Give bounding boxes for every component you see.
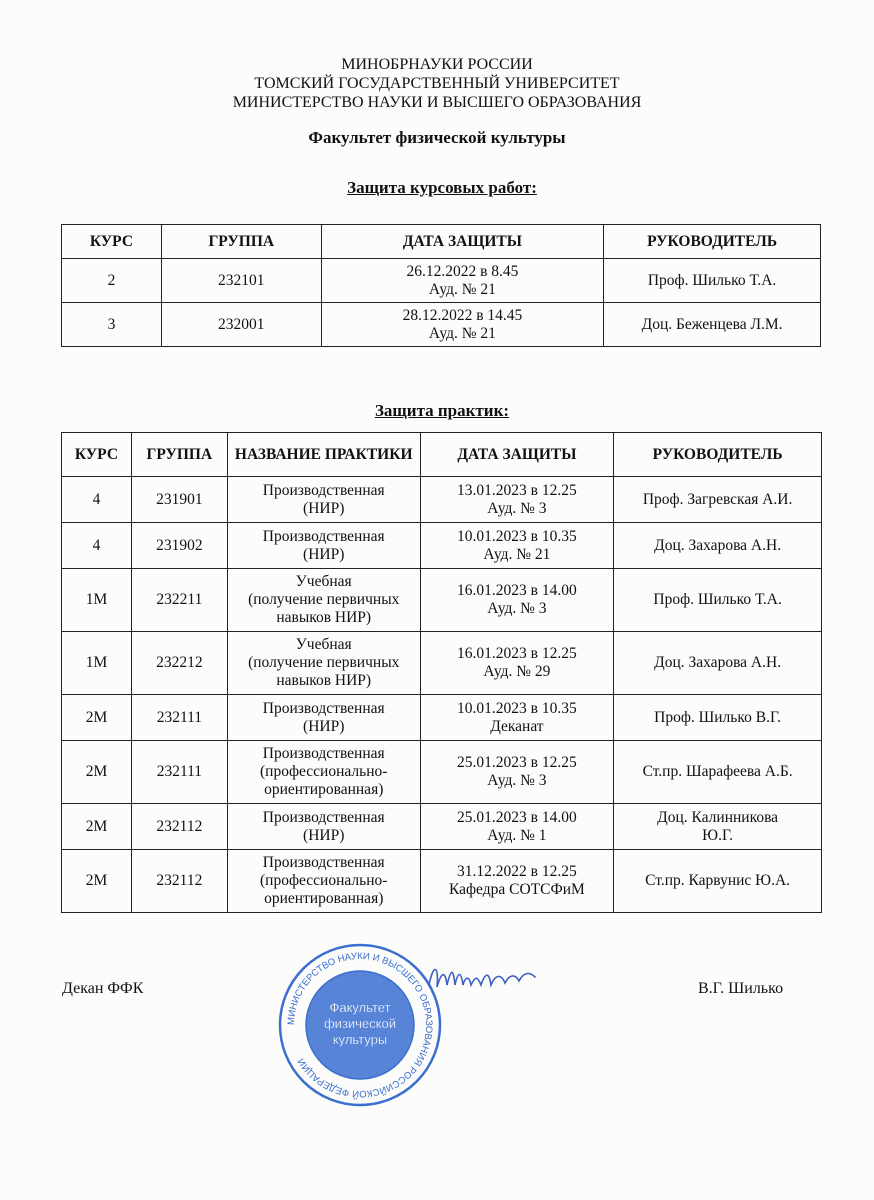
date-cell [420, 804, 614, 850]
supervisor-line: Ю.Г. [702, 826, 734, 844]
practice-name-line: (получение первичных [248, 591, 400, 608]
group-cell: 231902 [131, 523, 227, 569]
supervisor-cell [614, 523, 822, 569]
course-cell: 2М [62, 695, 132, 741]
practice-name-line: ориентированная) [264, 781, 384, 798]
practice-name-line: Производственная [262, 699, 385, 717]
practice-name-cell [227, 804, 420, 850]
practice-name-line: Производственная [262, 527, 385, 545]
course-cell: 1М [62, 569, 132, 632]
column-header: РУКОВОДИТЕЛЬ [604, 225, 821, 259]
practice-name-line: ориентированная) [264, 890, 384, 907]
practice-name-line: (НИР) [303, 499, 345, 517]
table-header-row [62, 433, 822, 477]
column-header: ДАТА ЗАЩИТЫ [321, 225, 604, 259]
practice-name-line: (НИР) [303, 717, 345, 735]
group-cell: 232101 [161, 259, 321, 303]
date-cell [420, 741, 614, 804]
defense-date: 10.01.2023 в 10.35 [457, 699, 577, 717]
official-stamp [275, 940, 445, 1110]
practice-name-line: Производственная [262, 745, 385, 762]
practice-name-cell [227, 850, 420, 913]
practice-name-line: (НИР) [303, 826, 345, 844]
practice-name-cell [227, 632, 420, 695]
university-name: ТОМСКИЙ ГОСУДАРСТВЕННЫЙ УНИВЕРСИТЕТ [254, 75, 620, 92]
column-header: ДАТА ЗАЩИТЫ [420, 433, 614, 477]
date-cell [420, 569, 614, 632]
supervisor-line: Ст.пр. Карвунис Ю.А. [645, 872, 791, 889]
course-cell: 2М [62, 741, 132, 804]
practice-name-cell [227, 741, 420, 804]
group-cell: 232111 [131, 741, 227, 804]
table-row [62, 303, 821, 347]
table-row [62, 804, 822, 850]
practice-name-line: (НИР) [303, 545, 345, 563]
practice-name-line: (профессионально- [260, 763, 388, 780]
practice-name-line: навыков НИР) [276, 672, 372, 689]
table-row [62, 741, 822, 804]
defense-date: 16.01.2023 в 12.25 [457, 645, 577, 662]
group-cell: 232111 [131, 695, 227, 741]
group-cell: 232112 [131, 804, 227, 850]
course-cell: 4 [62, 477, 132, 523]
column-header: НАЗВАНИЕ ПРАКТИКИ [227, 433, 420, 477]
stamp-text-line: Факультет [329, 1000, 391, 1015]
column-header: ГРУППА [161, 225, 321, 259]
ministry-short-name: МИНОБРНАУКИ РОССИИ [341, 56, 533, 73]
defense-date: 25.01.2023 в 12.25 [457, 754, 577, 771]
defense-room: Ауд. № 1 [487, 826, 547, 844]
practice-name-cell [227, 523, 420, 569]
supervisor-cell [614, 850, 822, 913]
defense-room: Ауд. № 3 [487, 600, 547, 617]
ministry-full-name: МИНИСТЕРСТВО НАУКИ И ВЫСШЕГО ОБРАЗОВАНИЯ [232, 94, 642, 111]
course-cell: 3 [62, 303, 162, 347]
practice-name-line: Производственная [262, 854, 385, 871]
defense-date: 31.12.2022 в 12.25 [457, 863, 577, 880]
defense-room: Ауд. № 21 [428, 324, 496, 342]
practice-name-cell [227, 477, 420, 523]
practice-table-body [62, 477, 822, 913]
defense-room: Кафедра СОТСФиМ [449, 881, 585, 898]
defense-date: 26.12.2022 в 8.45 [406, 262, 519, 280]
table-row [62, 569, 822, 632]
group-cell: 232211 [131, 569, 227, 632]
supervisor-line: Доц. Захарова А.Н. [654, 654, 782, 671]
supervisor-cell [614, 569, 822, 632]
date-cell [420, 523, 614, 569]
group-cell: 232212 [131, 632, 227, 695]
defense-date: 10.01.2023 в 10.35 [457, 527, 577, 545]
defense-room: Ауд. № 3 [487, 499, 547, 517]
supervisor-cell [614, 741, 822, 804]
group-cell: 231901 [131, 477, 227, 523]
supervisor-cell [614, 632, 822, 695]
defense-date: 16.01.2023 в 14.00 [457, 582, 577, 599]
defense-date: 13.01.2023 в 12.25 [457, 481, 577, 499]
date-cell [321, 303, 604, 347]
course-cell: 2М [62, 804, 132, 850]
supervisor-cell: Доц. Беженцева Л.М. [604, 303, 821, 347]
practice-name-line: (получение первичных [248, 654, 400, 671]
coursework-section-title: Защита курсовых работ: [347, 178, 537, 197]
practice-name-line: навыков НИР) [276, 609, 372, 626]
date-cell [321, 259, 604, 303]
supervisor-cell [614, 695, 822, 741]
date-cell [420, 477, 614, 523]
supervisor-line: Проф. Загревская А.И. [642, 490, 793, 508]
date-cell [420, 850, 614, 913]
table-header-row [62, 225, 821, 259]
supervisor-cell: Проф. Шилько Т.А. [604, 259, 821, 303]
practice-name-cell [227, 569, 420, 632]
practice-name-cell [227, 695, 420, 741]
supervisor-line: Проф. Шилько Т.А. [653, 591, 782, 608]
table-row [62, 632, 822, 695]
practice-name-line: (профессионально- [260, 872, 388, 889]
table-row [62, 477, 822, 523]
defense-room: Ауд. № 3 [487, 772, 547, 789]
course-cell: 4 [62, 523, 132, 569]
practice-section-title: Защита практик: [374, 401, 510, 420]
supervisor-line: Ст.пр. Шарафеева А.Б. [642, 763, 793, 780]
signatory-name: В.Г. Шилько [698, 980, 784, 997]
supervisor-line: Доц. Калинникова [657, 808, 779, 826]
column-header: РУКОВОДИТЕЛЬ [614, 433, 822, 477]
supervisor-cell [614, 804, 822, 850]
practice-name-line: Производственная [262, 808, 385, 826]
supervisor-line: Доц. Захарова А.Н. [654, 536, 782, 554]
practice-name-line: Учебная [295, 573, 352, 590]
table-row [62, 850, 822, 913]
faculty-title: Факультет физической культуры [308, 128, 566, 147]
table-row [62, 523, 822, 569]
table-row [62, 695, 822, 741]
group-cell: 232001 [161, 303, 321, 347]
stamp-text-line: физической [323, 1016, 397, 1031]
column-header: КУРС [62, 225, 162, 259]
practice-table [61, 432, 822, 913]
defense-date: 28.12.2022 в 14.45 [402, 306, 523, 324]
handwritten-signature [425, 955, 545, 1000]
practice-name-line: Производственная [262, 481, 385, 499]
date-cell [420, 695, 614, 741]
defense-room: Деканат [490, 717, 544, 735]
defense-room: Ауд. № 21 [428, 280, 496, 298]
defense-room: Ауд. № 29 [483, 663, 551, 680]
column-header: КУРС [62, 433, 132, 477]
table-row [62, 259, 821, 303]
signatory-title: Декан ФФК [62, 980, 144, 997]
document-header [0, 55, 874, 112]
column-header: ГРУППА [131, 433, 227, 477]
svg-text:МИНИСТЕРСТВО НАУКИ И ВЫСШЕГО О: МИНИСТЕРСТВО НАУКИ И ВЫСШЕГО ОБРАЗОВАНИЯ РОССИЙСКОЙ ФЕДЕРАЦИИ [285, 950, 435, 1100]
supervisor-cell [614, 477, 822, 523]
course-cell: 1М [62, 632, 132, 695]
defense-room: Ауд. № 21 [483, 545, 551, 563]
group-cell: 232112 [131, 850, 227, 913]
course-cell: 2 [62, 259, 162, 303]
date-cell [420, 632, 614, 695]
defense-date: 25.01.2023 в 14.00 [457, 808, 577, 826]
stamp-text-line: культуры [332, 1032, 388, 1047]
course-cell: 2М [62, 850, 132, 913]
coursework-table [61, 224, 821, 347]
supervisor-line: Проф. Шилько В.Г. [654, 708, 782, 726]
practice-name-line: Учебная [295, 636, 352, 653]
